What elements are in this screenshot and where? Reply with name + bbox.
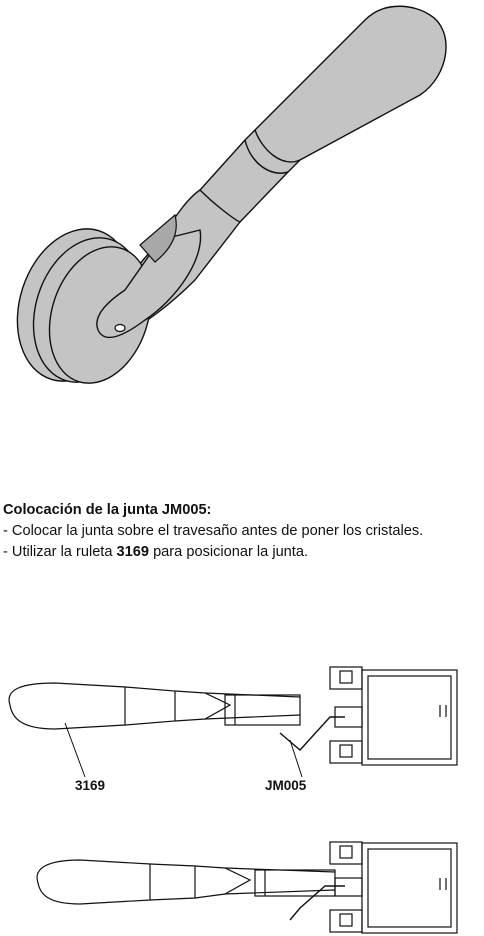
instructions-heading: Colocación de la junta JM005: bbox=[3, 502, 212, 518]
center-channel bbox=[335, 878, 362, 896]
handle-grip bbox=[255, 6, 446, 162]
roller-tool-illustration bbox=[0, 0, 484, 400]
leader-gasket bbox=[290, 740, 302, 777]
leader-tool bbox=[65, 723, 85, 777]
tool-neck-outline bbox=[125, 687, 175, 725]
step-2-prefix: - Utilizar la ruleta bbox=[3, 544, 117, 560]
tool-handle-outline bbox=[37, 860, 150, 904]
section-diagram-1 bbox=[0, 655, 484, 800]
callout-tool-code: 3169 bbox=[75, 778, 106, 793]
callout-gasket-code: JM005 bbox=[265, 778, 307, 793]
tool-handle-outline bbox=[9, 683, 125, 729]
instructions-block bbox=[3, 500, 484, 563]
upper-clip bbox=[330, 667, 362, 689]
upper-clip bbox=[330, 842, 362, 864]
step-2-suffix: para posicionar la junta. bbox=[149, 544, 309, 560]
axle-hole bbox=[115, 325, 125, 332]
tool-neck-outline bbox=[150, 864, 195, 900]
step-2-tool-code: 3169 bbox=[116, 544, 150, 560]
lower-clip bbox=[330, 741, 362, 763]
section-diagram-2 bbox=[0, 828, 484, 936]
profile-frame bbox=[362, 670, 457, 765]
profile-frame bbox=[362, 843, 457, 933]
tool-fork-outline bbox=[175, 691, 230, 721]
instructions-step-2 bbox=[3, 542, 484, 563]
lower-clip bbox=[330, 910, 362, 932]
instructions-step-1: - Colocar la junta sobre el travesaño antes de poner los cristales. bbox=[3, 523, 424, 539]
roller-wheel bbox=[225, 695, 300, 725]
